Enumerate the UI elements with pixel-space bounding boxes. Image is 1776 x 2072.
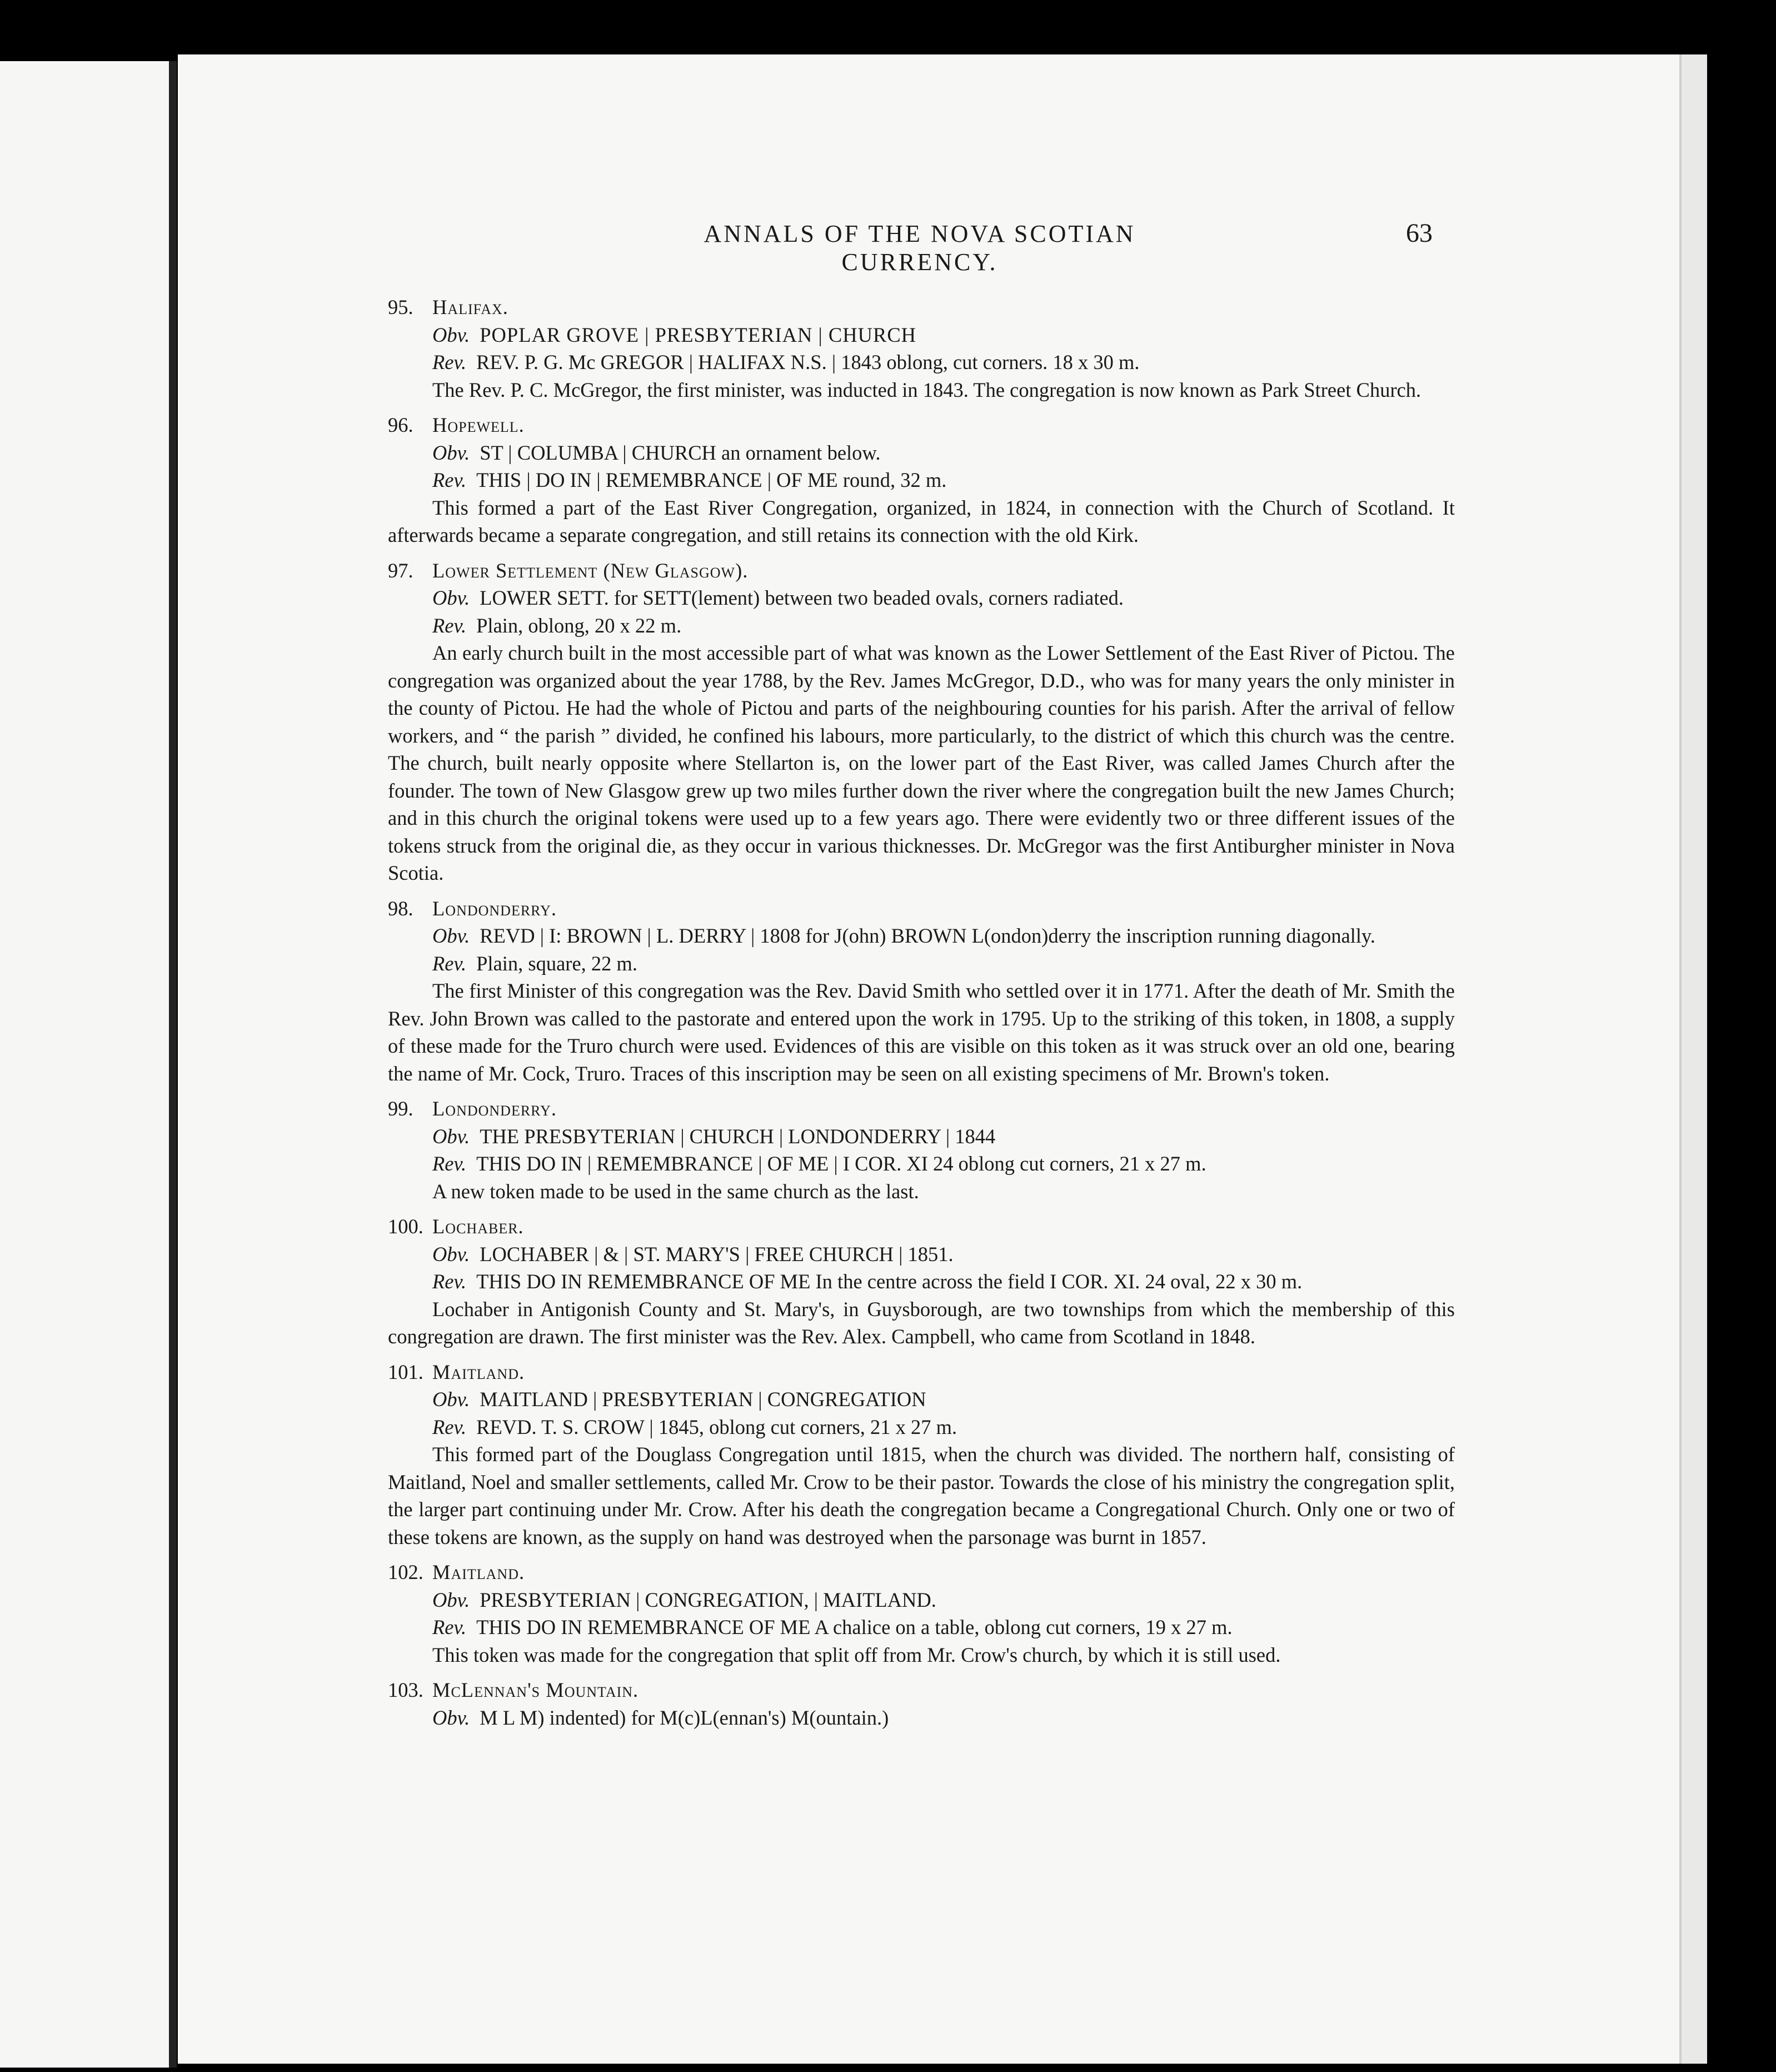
obverse-line <box>388 922 1455 950</box>
entry-title <box>388 895 1455 923</box>
page-edge <box>1679 54 1707 2064</box>
reverse-label: Rev. <box>432 1270 467 1293</box>
reverse-label: Rev. <box>432 351 467 373</box>
reverse-text: REVD. T. S. CROW | 1845, oblong cut corners, 21 x 27 m. <box>476 1415 957 1438</box>
obverse-line <box>388 321 1455 349</box>
entry-95 <box>388 293 1455 404</box>
obverse-text: LOCHABER | & | ST. MARY'S | FREE CHURCH | 1851. <box>480 1242 954 1266</box>
entry-paragraph: The first Minister of this congregation was the Rev. David Smith who settled over it in 1771. After the death of Mr. Smith the Rev. John Brown was called to the pastorate and entered upon the work in 1795. Up to the striking of this token, in 1808, a supply of these made for the Truro church were used. Evidences of this are visible on this token as it was struck over an old one, bearing the name of Mr. Cock, Truro. Traces of this inscription may be seen on all existing specimens of Mr. Brown's token. <box>388 979 1455 1085</box>
entry-title <box>388 1095 1455 1123</box>
obverse-line <box>388 584 1455 612</box>
obverse-text: LOWER SETT. for SETT(lement) between two beaded ovals, corners radiated. <box>480 586 1124 609</box>
entry-97 <box>388 557 1455 887</box>
entry-place: Maitland. <box>432 1561 525 1583</box>
entry-paragraph: This token was made for the congregation that split off from Mr. Crow's church, by which it is still used. <box>432 1643 1281 1666</box>
reverse-text: THIS DO IN | REMEMBRANCE | OF ME | I COR. XI 24 oblong cut corners, 21 x 27 m. <box>476 1152 1206 1175</box>
page-content <box>388 293 1455 1739</box>
entry-103 <box>388 1676 1455 1731</box>
obverse-line <box>388 1123 1455 1150</box>
entry-place: Londonderry. <box>432 896 557 920</box>
reverse-line <box>388 1268 1455 1296</box>
entry-number: 102. <box>388 1561 423 1583</box>
entry-paragraph: The Rev. P. C. McGregor, the first minister, was inducted in 1843. The congregation is now known as Park Street Church. <box>432 378 1421 401</box>
obverse-text: REVD | I: BROWN | L. DERRY | 1808 for J(ohn) BROWN L(ondon)derry the inscription running diagonally. <box>480 924 1376 947</box>
obverse-line <box>388 1704 1455 1732</box>
entry-number: 99. <box>388 1097 413 1120</box>
entry-99 <box>388 1095 1455 1205</box>
entry-title <box>388 1676 1455 1704</box>
reverse-label: Rev. <box>432 469 467 491</box>
entry-number: 101. <box>388 1360 423 1383</box>
entry-101 <box>388 1358 1455 1551</box>
entry-title <box>388 293 1455 321</box>
entry-place: Hopewell. <box>432 414 525 436</box>
reverse-label: Rev. <box>432 614 467 637</box>
entry-place: McLennan's Mountain. <box>432 1678 639 1701</box>
reverse-label: Rev. <box>432 1415 467 1438</box>
entry-number: 100. <box>388 1215 423 1238</box>
reverse-line <box>388 612 1455 640</box>
reverse-line <box>388 348 1455 376</box>
obverse-label: Obv. <box>432 1388 470 1411</box>
reverse-text: REV. P. G. Mc GREGOR | HALIFAX N.S. | 1843 oblong, cut corners. 18 x 30 m. <box>476 351 1140 373</box>
reverse-line <box>388 1613 1455 1641</box>
obverse-label: Obv. <box>432 1242 470 1266</box>
obverse-text: M L M) indented) for M(c)L(ennan's) M(ountain.) <box>480 1706 889 1729</box>
obverse-label: Obv. <box>432 924 470 947</box>
reverse-line <box>388 466 1455 494</box>
obverse-text: THE PRESBYTERIAN | CHURCH | LONDONDERRY | 1844 <box>480 1124 996 1148</box>
obverse-label: Obv. <box>432 323 470 346</box>
reverse-text: THIS | DO IN | REMEMBRANCE | OF ME round, 32 m. <box>476 469 947 491</box>
entry-number: 95. <box>388 296 413 318</box>
entry-100 <box>388 1213 1455 1351</box>
entry-96 <box>388 411 1455 549</box>
running-title: ANNALS OF THE NOVA SCOTIAN CURRENCY. <box>704 220 1136 276</box>
entry-number: 103. <box>388 1678 423 1701</box>
entry-paragraph: Lochaber in Antigonish County and St. Mary's, in Guysborough, are two townships from which the membership of this congregation are drawn. The first minister was the Rev. Alex. Campbell, who came from Scotland in 1848. <box>388 1297 1455 1348</box>
obverse-label: Obv. <box>432 586 470 609</box>
entry-102 <box>388 1558 1455 1668</box>
entry-paragraph: A new token made to be used in the same church as the last. <box>432 1179 919 1203</box>
entry-paragraph: An early church built in the most accessible part of what was known as the Lower Settlement of the East River of Pictou. The congregation was organized about the year 1788, by the Rev. James McGregor, D.D., who was for many years the only minister in the county of Pictou. He had the whole of Pictou and parts of the neighbouring counties for his parish. After the arrival of fellow workers, and “ the parish ” divided, he confined his labours, more particularly, to the district of which this church was the centre. The church, built nearly opposite where Stellarton is, on the lower part of the East River, was called James Church after the founder. The town of New Glasgow grew up two miles further down the river where the congregation built the new James Church; and in this church the original tokens were used up to a few years ago. There were evidently two or three different issues of the tokens struck from the original die, as they occur in various thicknesses. Dr. McGregor was the first Antiburgher minister in Nova Scotia. <box>388 641 1455 884</box>
obverse-label: Obv. <box>432 1588 470 1611</box>
obverse-text: ST | COLUMBA | CHURCH an ornament below. <box>480 441 881 464</box>
entry-98 <box>388 895 1455 1088</box>
reverse-text: THIS DO IN REMEMBRANCE OF ME A chalice on a table, oblong cut corners, 19 x 27 m. <box>476 1616 1233 1638</box>
entry-number: 97. <box>388 559 413 582</box>
entry-title <box>388 411 1455 439</box>
reverse-text: THIS DO IN REMEMBRANCE OF ME In the centre across the field I COR. XI. 24 oval, 22 x 30 m. <box>476 1270 1303 1293</box>
entry-place: Halifax. <box>432 296 508 318</box>
entry-place: Lochaber. <box>432 1215 524 1238</box>
entry-number: 96. <box>388 414 413 436</box>
reverse-label: Rev. <box>432 1152 467 1175</box>
obverse-label: Obv. <box>432 1706 470 1729</box>
obverse-line <box>388 439 1455 467</box>
entry-number: 98. <box>388 896 413 920</box>
entry-title <box>388 1558 1455 1586</box>
facing-page-edge <box>0 61 172 2068</box>
reverse-text: Plain, square, 22 m. <box>476 952 638 975</box>
entry-title <box>388 1358 1455 1386</box>
obverse-text: POPLAR GROVE | PRESBYTERIAN | CHURCH <box>480 323 917 346</box>
entry-paragraph: This formed a part of the East River Congregation, organized, in 1824, in connection with the Church of Scotland. It afterwards became a separate congregation, and still retains its connection with the old Kirk. <box>388 496 1455 546</box>
obverse-line <box>388 1241 1455 1268</box>
page-number: 63 <box>1406 218 1433 248</box>
reverse-label: Rev. <box>432 1616 467 1638</box>
reverse-line <box>388 950 1455 978</box>
entry-place: Maitland. <box>432 1360 525 1383</box>
obverse-label: Obv. <box>432 1124 470 1148</box>
entry-title <box>388 557 1455 585</box>
reverse-line <box>388 1150 1455 1178</box>
obverse-text: PRESBYTERIAN | CONGREGATION, | MAITLAND. <box>480 1588 936 1611</box>
entry-title <box>388 1213 1455 1241</box>
obverse-line <box>388 1386 1455 1413</box>
entry-place: Londonderry. <box>432 1097 557 1120</box>
entry-place: Lower Settlement (New Glasgow). <box>432 559 749 582</box>
obverse-label: Obv. <box>432 441 470 464</box>
entry-paragraph: This formed part of the Douglass Congregation until 1815, when the church was divided. The northern half, consisting of Maitland, Noel and smaller settlements, called Mr. Crow to be their pastor. Towards the close of his ministry the congregation split, the larger part continuing under Mr. Crow. After his death the congregation became a Congregational Church. Only one or two of these tokens are known, as the supply on hand was destroyed when the parsonage was burnt in 1857. <box>388 1443 1455 1548</box>
reverse-line <box>388 1413 1455 1441</box>
obverse-line <box>388 1586 1455 1614</box>
reverse-text: Plain, oblong, 20 x 22 m. <box>476 614 682 637</box>
gutter-shadow <box>169 61 177 2068</box>
reverse-label: Rev. <box>432 952 467 975</box>
obverse-text: MAITLAND | PRESBYTERIAN | CONGREGATION <box>480 1388 926 1411</box>
